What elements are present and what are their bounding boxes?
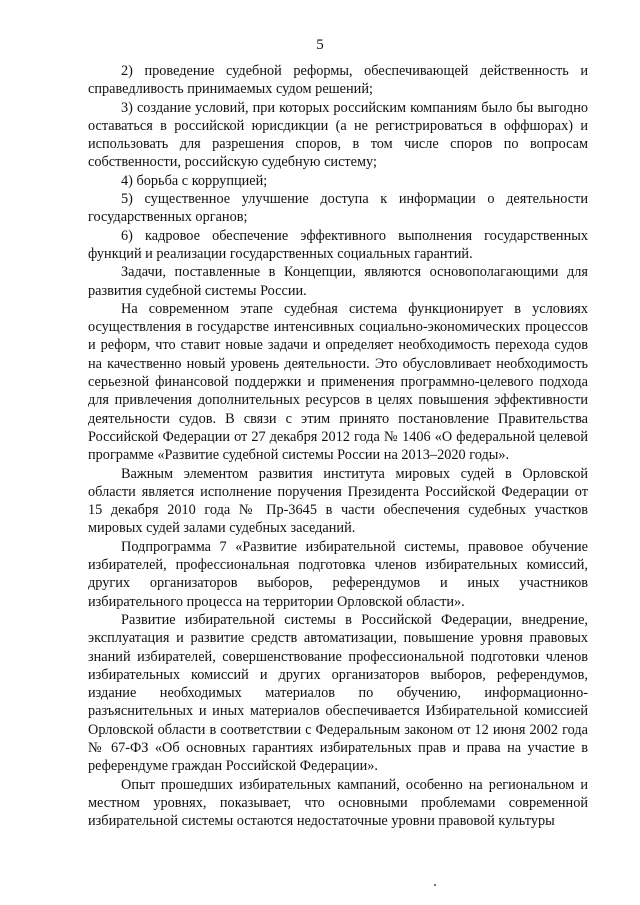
paragraph-concept-tasks: Задачи, поставленные в Концепции, являются основополагающими для развития судебной системы России. xyxy=(88,264,588,299)
paragraph-subprogram-7: Подпрограмма 7 «Развитие избирательной системы, правовое обучение избирателей, профессиональная подготовка членов избирательных комиссий, других организаторов выборов, референдумов и иных участников избирательного процесса на территории Орловской области». xyxy=(88,538,588,610)
paragraph-electoral-development: Развитие избирательной системы в Российской Федерации, внедрение, эксплуатация и развитие средств автоматизации, повышение уровня правовых знаний избирателей, совершенствование профессиональной подготовки членов избирательных комиссий и других организаторов выборов, референдумов, издание необходимых материалов по обучению, информационно-разъяснительных и иных материалов обеспечивается Избирательной комиссией Орловской области в соответствии с Федеральным законом от 12 июня 2002 года № 67-ФЗ «Об основных гарантиях избирательных прав и права на участие в референдуме граждан Российской Федерации». xyxy=(88,611,588,775)
paragraph-item-2: 2) проведение судебной реформы, обеспечивающей действенность и справедливость принимаемых судом решений; xyxy=(88,63,588,98)
paragraph-item-6: 6) кадровое обеспечение эффективного выполнения государственных функций и реализации государственных социальных гарантий. xyxy=(88,227,588,262)
scan-artifact xyxy=(434,884,436,886)
paragraph-item-4: 4) борьба с коррупцией; xyxy=(121,172,268,189)
paragraph-item-3: 3) создание условий, при которых российским компаниям было бы выгодно оставаться в российской юрисдикции (а не регистрироваться в оффшорах) и использовать для разрешения споров, в том числе споров по вопросам собственности, российскую судебную систему; xyxy=(88,99,588,171)
paragraph-campaign-experience: Опыт прошедших избирательных кампаний, особенно на региональном и местном уровнях, показывает, что основными проблемами современной избирательной системы остаются недостаточные уровни правовой культуры xyxy=(88,776,588,830)
page-number: 5 xyxy=(316,37,324,53)
paragraph-item-5: 5) существенное улучшение доступа к информации о деятельности государственных органов; xyxy=(88,191,588,226)
document-body xyxy=(88,62,588,830)
paragraph-magistrates: Важным элементом развития института мировых судей в Орловской области является исполнение поручения Президента Российской Федерации от 15 декабря 2010 года № Пр-3645 в части обеспечения судебных участков мировых судей залами судебных заседаний. xyxy=(88,465,588,537)
paragraph-judicial-system: На современном этапе судебная система функционирует в условиях осуществления в государстве интенсивных социально-экономических процессов и реформ, что ставит новые задачи и определяет необходимость перехода судов на качественно новый уровень деятельности. Это обусловливает необходимость серьезной финансовой поддержки и применения программно-целевого подхода для привлечения дополнительных ресурсов в целях повышения эффективности деятельности судов. В связи с этим принято постановление Правительства Российской Федерации от 27 декабря 2012 года № 1406 «О федеральной целевой программе «Развитие судебной системы России на 2013–2020 годы». xyxy=(88,300,588,464)
